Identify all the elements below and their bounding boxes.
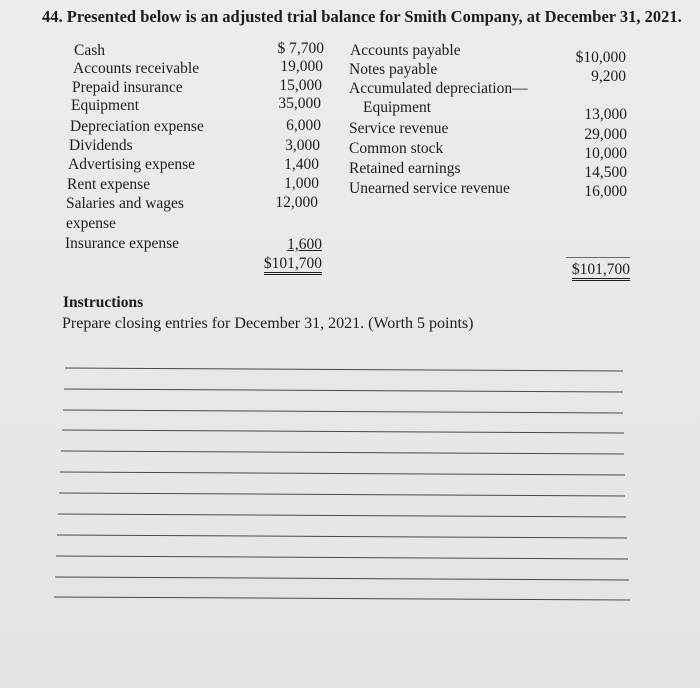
right-amount: 13,000 <box>584 106 627 123</box>
answer-line <box>58 514 626 518</box>
right-account-label: Notes payable <box>349 61 438 78</box>
right-total-value: $101,700 <box>572 261 630 281</box>
right-account-label: Common stock <box>349 140 444 157</box>
left-amount: 12,000 <box>275 194 318 211</box>
answer-line <box>64 389 623 393</box>
left-amount-last <box>246 236 322 254</box>
answer-line <box>59 493 625 497</box>
left-account-label: Prepaid insurance <box>72 79 183 96</box>
left-account-label-cont: expense <box>66 215 116 232</box>
right-amount: 9,200 <box>591 68 626 85</box>
right-amount: 16,000 <box>584 183 627 200</box>
left-amount: 19,000 <box>280 58 323 75</box>
instructions-text: Prepare closing entries for December 31, 2021. (Worth 5 points) <box>62 315 474 332</box>
left-total <box>246 255 322 273</box>
left-account-label: Accounts receivable <box>73 60 200 77</box>
answer-line <box>60 472 625 476</box>
answer-line <box>54 596 630 600</box>
right-amount: 10,000 <box>584 145 627 162</box>
problem-heading: 44. Presented below is an adjusted trial balance for Smith Company, at December 31, 2021. <box>42 7 682 26</box>
answer-line <box>62 430 624 434</box>
right-account-label: Service revenue <box>349 120 449 137</box>
left-account-label: Equipment <box>71 97 140 114</box>
right-amount: 29,000 <box>584 126 627 143</box>
left-amount: 3,000 <box>285 137 320 154</box>
right-account-label: Retained earnings <box>349 160 461 177</box>
instructions-title: Instructions <box>63 294 144 311</box>
left-amount: 1,400 <box>284 156 319 173</box>
left-account-label: Rent expense <box>67 176 151 193</box>
right-account-label: Accounts payable <box>350 42 461 59</box>
answer-line <box>57 535 627 539</box>
answer-line <box>65 368 623 372</box>
right-total <box>548 261 630 279</box>
left-amount: 1,000 <box>284 175 319 192</box>
left-total-value: $101,700 <box>264 255 322 275</box>
left-account-label: Salaries and wages <box>66 195 184 212</box>
left-account-label: Insurance expense <box>65 235 180 252</box>
right-total-rule <box>566 257 630 258</box>
left-amount: 35,000 <box>278 95 321 112</box>
left-account-label: Dividends <box>69 137 133 154</box>
right-amount: $10,000 <box>575 49 626 66</box>
answer-line <box>56 556 628 560</box>
left-account-label: Cash <box>74 42 105 59</box>
answer-line <box>61 451 624 455</box>
left-amount: $ 7,700 <box>277 40 324 57</box>
right-account-label-cont: Equipment <box>363 99 432 116</box>
left-amount: 15,000 <box>279 77 322 94</box>
left-amount: 6,000 <box>286 117 321 134</box>
left-account-label: Advertising expense <box>68 156 195 173</box>
answer-line <box>55 576 629 580</box>
right-account-label: Accumulated depreciation— <box>349 80 528 97</box>
left-account-label: Depreciation expense <box>70 118 204 135</box>
left-amount-last-value: 1,600 <box>287 236 322 253</box>
right-account-label: Unearned service revenue <box>349 180 510 197</box>
answer-line <box>63 410 623 414</box>
right-amount: 14,500 <box>584 164 627 181</box>
